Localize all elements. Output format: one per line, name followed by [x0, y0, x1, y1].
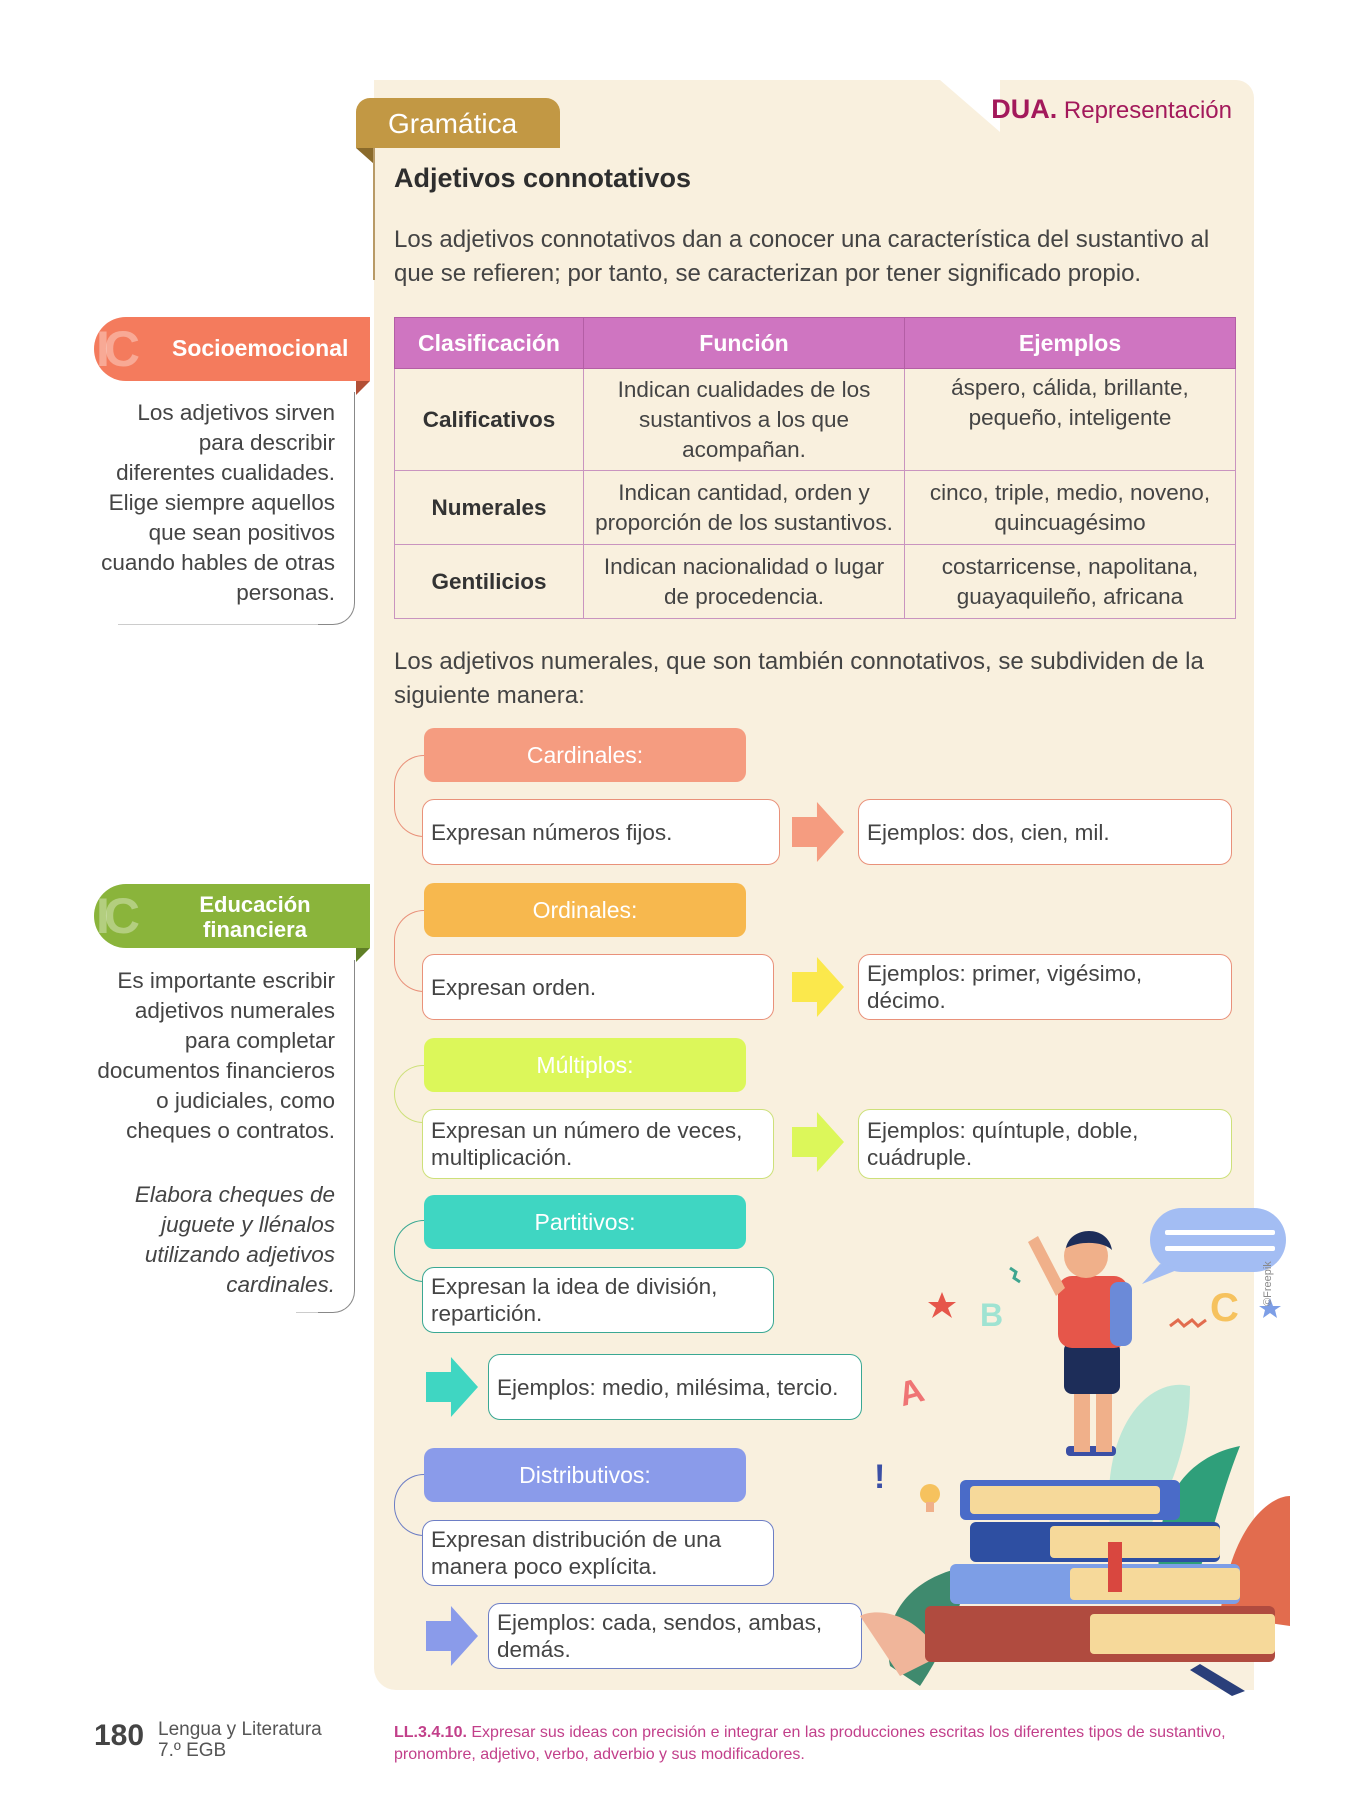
letter-b: B — [980, 1297, 1004, 1333]
multiplos-examples: Ejemplos: quíntuple, doble, cuádruple. — [858, 1109, 1232, 1179]
page-number: 180 — [94, 1719, 145, 1752]
financiera-fold — [356, 948, 370, 962]
student-books-illustration — [860, 1196, 1290, 1696]
ordinales-pill: Ordinales: — [424, 883, 746, 937]
distributivos-examples: Ejemplos: cada, sendos, ambas, demás. — [488, 1603, 862, 1669]
financiera-bracket — [314, 960, 355, 1313]
intro-paragraph: Los adjetivos connotativos dan a conocer una característica del sustantivo al que se refieren; por tanto, se caracterizan por tener significado propio. — [394, 226, 1210, 287]
cardinales-description: Expresan números fijos. — [422, 799, 780, 865]
partitivos-description: Expresan la idea de división, repartición. — [422, 1267, 774, 1333]
section-tab-fold — [356, 148, 374, 164]
ic-logo-icon: IC — [96, 888, 134, 944]
table-row — [395, 545, 1236, 619]
section-tab: Gramática — [356, 98, 560, 148]
distributivos-description: Expresan distribución de una manera poco explícita. — [422, 1520, 774, 1586]
section-tab-line — [373, 148, 375, 280]
star-icon — [928, 1292, 956, 1318]
row-name: Numerales — [395, 471, 584, 545]
financiera-text: Es importante escribir adjetivos numerales para completar documentos financieros o judiciales, como cheques o contratos. — [97, 968, 335, 1143]
letter-c: C — [1210, 1286, 1239, 1330]
cardinales-examples: Ejemplos: dos, cien, mil. — [858, 799, 1232, 865]
image-credit: ©Freepik — [1262, 1261, 1274, 1306]
partitivos-examples: Ejemplos: medio, milésima, tercio. — [488, 1354, 862, 1420]
row-function: Indican nacionalidad o lugar de procedencia. — [584, 545, 905, 619]
dua-label: DUA. Representación — [991, 94, 1232, 124]
financiera-label: Educación financiera — [199, 892, 311, 942]
partitivos-pill: Partitivos: — [424, 1195, 746, 1249]
table-row — [395, 369, 1236, 471]
row-examples: costarricense, napolitana, guayaquileño, africana — [905, 545, 1236, 619]
footer-subject: Lengua y Literatura — [158, 1719, 322, 1740]
socioemocional-underline — [118, 624, 318, 625]
table-row — [395, 471, 1236, 545]
standard-text: Expresar sus ideas con precisión e integrar en las producciones escritas los diferentes tipos de sustantivo, pronombre, adjetivo, verbo, adverbio y sus modificadores. — [394, 1724, 1226, 1763]
lightbulb-icon — [920, 1484, 940, 1504]
row-function: Indican cualidades de los sustantivos a los que acompañan. — [584, 369, 905, 471]
row-name: Calificativos — [395, 369, 584, 471]
table-header-cell: Clasificación — [395, 318, 584, 369]
row-examples: áspero, cálida, brillante, pequeño, inteligente — [905, 369, 1236, 471]
numerals-intro: Los adjetivos numerales, que son también connotativos, se subdividen de la siguiente manera: — [394, 648, 1204, 709]
row-function: Indican cantidad, orden y proporción de los sustantivos. — [584, 471, 905, 545]
letter-a: A — [894, 1370, 929, 1415]
classification-table — [394, 317, 1236, 619]
socioemocional-bracket — [314, 392, 355, 625]
financiera-activity: Elabora cheques de juguete y llénalos utilizando adjetivos cardinales. — [134, 1182, 335, 1297]
socioemocional-text: Los adjetivos sirven para describir diferentes cualidades. Elige siempre aquellos que sean positivos cuando hables de otras personas. — [101, 400, 335, 605]
table-header-cell: Función — [584, 318, 905, 369]
financiera-underline — [296, 1312, 318, 1313]
ordinales-examples: Ejemplos: primer, vigésimo, décimo. — [858, 954, 1232, 1020]
standard-code: LL.3.4.10. — [394, 1724, 467, 1741]
distributivos-pill: Distributivos: — [424, 1448, 746, 1502]
cardinales-pill: Cardinales: — [424, 728, 746, 782]
ic-logo-icon: IC — [96, 321, 134, 377]
table-header-cell: Ejemplos — [905, 318, 1236, 369]
table-header-row — [395, 318, 1236, 369]
ordinales-description: Expresan orden. — [422, 954, 774, 1020]
footer-standard — [394, 1722, 1254, 1766]
footer-grade: 7.º EGB — [158, 1740, 227, 1761]
row-examples: cinco, triple, medio, noveno, quincuagésimo — [905, 471, 1236, 545]
multiplos-pill: Múltiplos: — [424, 1038, 746, 1092]
page-title: Adjetivos connotativos — [394, 163, 692, 193]
socioemocional-fold — [356, 381, 370, 395]
socioemocional-label: Socioemocional — [172, 335, 349, 361]
row-name: Gentilicios — [395, 545, 584, 619]
multiplos-description: Expresan un número de veces, multiplicación. — [422, 1109, 774, 1179]
exclamation-mark: ! — [874, 1458, 886, 1496]
